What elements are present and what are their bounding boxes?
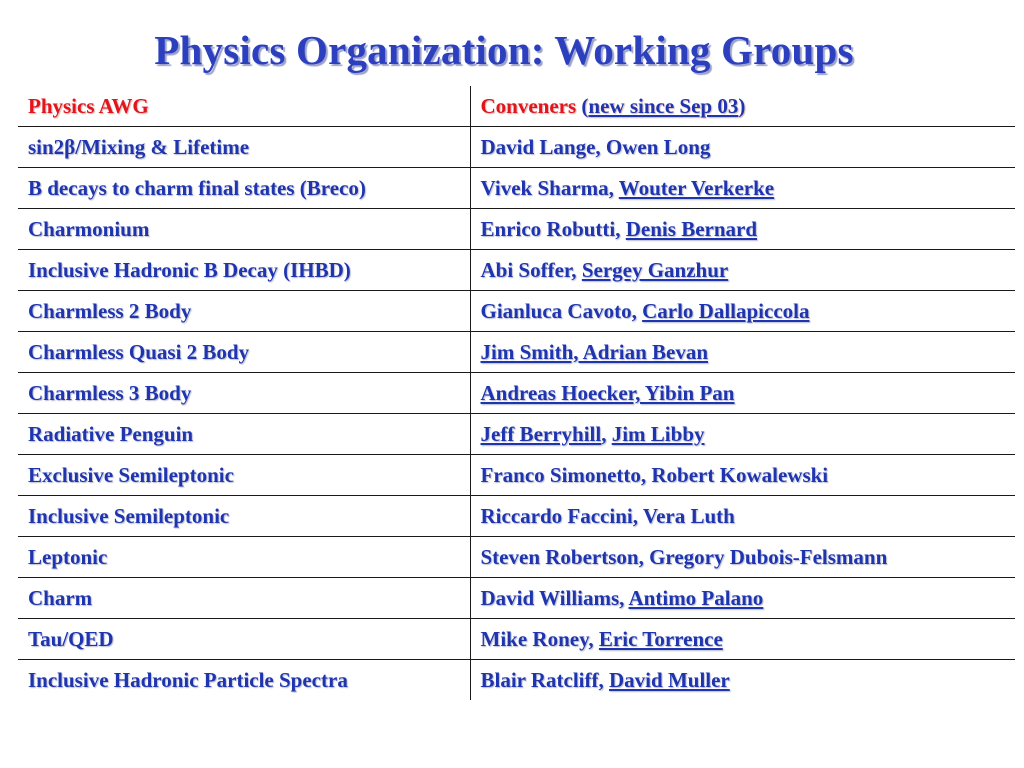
group-name: Inclusive Semileptonic [18,496,470,537]
table-row [18,578,1015,619]
conveners-cell [470,537,1015,578]
convener-text: Riccardo Faccini, Vera Luth [480,503,735,528]
convener-link[interactable]: Carlo Dallapiccola [642,298,810,323]
conveners-cell [470,414,1015,455]
convener-text: Vivek Sharma, [480,175,619,200]
group-name: Inclusive Hadronic Particle Spectra [18,660,470,701]
table-row [18,660,1015,701]
convener-text: Mike Roney, [480,626,599,651]
page-title: Physics Organization: Working Groups [154,27,854,73]
group-name: Charmless Quasi 2 Body [18,332,470,373]
group-name: B decays to charm final states (Breco) [18,168,470,209]
note-close-paren: ) [738,93,746,118]
table-row [18,291,1015,332]
header-physics-awg: Physics AWG [18,86,470,127]
convener-separator: , [601,421,612,446]
group-name: Leptonic [18,537,470,578]
convener-link[interactable]: Andreas Hoecker, Yibin Pan [480,380,735,405]
convener-text: Enrico Robutti, [480,216,626,241]
convener-link[interactable]: Jeff Berryhill [480,421,602,446]
table-row [18,496,1015,537]
group-name: Charmless 2 Body [18,291,470,332]
conveners-cell [470,209,1015,250]
group-name: Exclusive Semileptonic [18,455,470,496]
convener-link[interactable]: Wouter Verkerke [618,175,775,200]
group-name: Charmless 3 Body [18,373,470,414]
convener-text: Steven Robertson, Gregory Dubois-Felsmann [480,544,888,569]
group-name: Charm [18,578,470,619]
table-header-row [18,86,1015,127]
table-row [18,537,1015,578]
convener-text: David Lange, Owen Long [480,134,711,159]
convener-text: Abi Soffer, [480,257,582,282]
conveners-cell [470,619,1015,660]
convener-text: Gianluca Cavoto, [480,298,643,323]
table-row [18,332,1015,373]
table-row [18,373,1015,414]
convener-link[interactable]: Denis Bernard [625,216,758,241]
convener-text: Franco Simonetto, Robert Kowalewski [480,462,829,487]
convener-link[interactable]: Jim Smith, Adrian Bevan [480,339,709,364]
convener-link[interactable]: David Muller [609,667,730,692]
convener-link[interactable]: Antimo Palano [628,585,764,610]
table-row [18,209,1015,250]
conveners-cell [470,291,1015,332]
table-row [18,455,1015,496]
conveners-cell [470,660,1015,701]
table-row [18,619,1015,660]
conveners-label: Conveners [480,93,577,118]
table-row [18,414,1015,455]
working-groups-table [18,86,1015,700]
conveners-cell [470,455,1015,496]
conveners-cell [470,332,1015,373]
conveners-cell [470,250,1015,291]
group-name: Radiative Penguin [18,414,470,455]
conveners-cell [470,127,1015,168]
table-row [18,250,1015,291]
conveners-cell [470,168,1015,209]
group-name: Tau/QED [18,619,470,660]
note-open-paren: ( [581,93,589,118]
conveners-cell [470,578,1015,619]
convener-link[interactable]: Eric Torrence [598,626,723,651]
table-row [18,168,1015,209]
new-since-link[interactable]: new since Sep 03 [588,93,739,118]
conveners-cell [470,373,1015,414]
group-name: sin2β/Mixing & Lifetime [18,127,470,168]
table-row [18,127,1015,168]
group-name: Charmonium [18,209,470,250]
group-name: Inclusive Hadronic B Decay (IHBD) [18,250,470,291]
header-conveners [470,86,1015,127]
convener-text: Blair Ratcliff, [480,667,610,692]
convener-link[interactable]: Sergey Ganzhur [581,257,729,282]
convener-link[interactable]: Jim Libby [611,421,705,446]
convener-text: David Williams, [480,585,629,610]
conveners-cell [470,496,1015,537]
